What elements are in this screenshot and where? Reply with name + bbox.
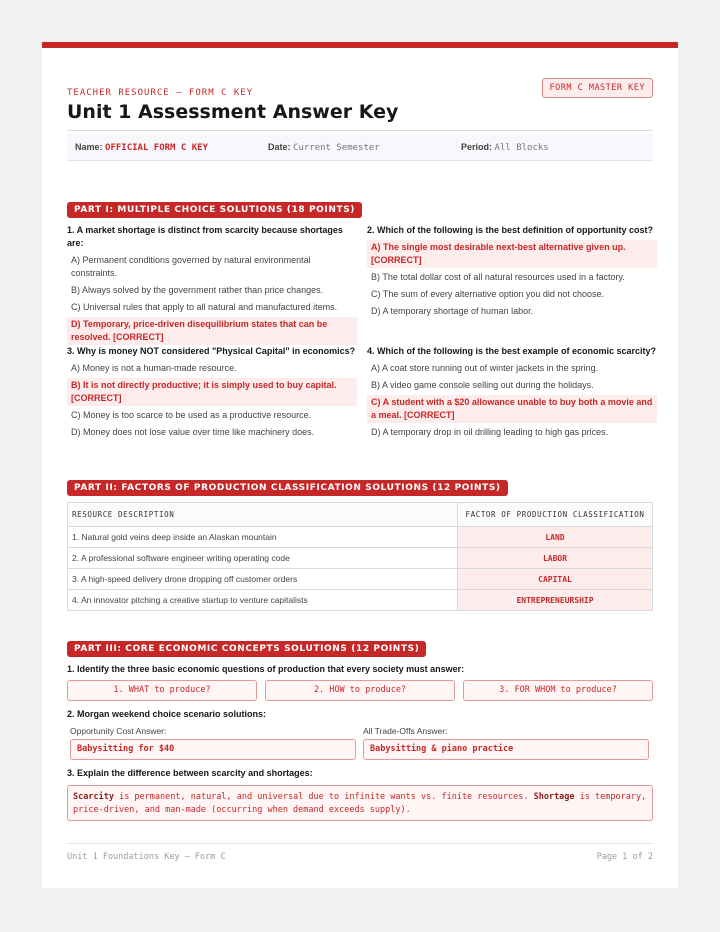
period-cell: [461, 142, 549, 153]
question-4-option-a: A) A coat store running out of winter jackets in the spring.: [371, 363, 599, 373]
table-row: [68, 548, 653, 569]
column-header-classification: FACTOR OF PRODUCTION CLASSIFICATION: [458, 503, 653, 527]
scarcity-term: Scarcity: [73, 792, 114, 802]
footer-divider: [67, 843, 653, 844]
question-1-option-d-correct: D) Temporary, price-driven disequilibrium states that can be resolved. [CORRECT]: [67, 317, 357, 345]
table-row: [68, 527, 653, 548]
part1-heading: PART I: MULTIPLE CHOICE SOLUTIONS (18 POINTS): [67, 202, 362, 218]
date-label: Date:: [268, 142, 291, 152]
question-1: [67, 224, 357, 347]
factors-table: [67, 502, 653, 611]
answer-key-page: [42, 42, 678, 888]
scarcity-explanation-answer: [67, 785, 653, 821]
page-title: Unit 1 Assessment Answer Key: [67, 101, 399, 123]
resource-description: 4. An innovator pitching a creative startup to venture capitalists: [68, 590, 458, 611]
footer-left: Unit 1 Foundations Key — Form C: [67, 852, 226, 862]
date-value: Current Semester: [293, 143, 380, 153]
question-3: [67, 345, 357, 442]
opportunity-cost-answer: Babysitting for $40: [70, 739, 356, 760]
trade-offs-answer: Babysitting & piano practice: [363, 739, 649, 760]
document-kicker: TEACHER RESOURCE — FORM C KEY: [67, 88, 254, 98]
question-3-text: 3. Why is money NOT considered "Physical Capital" in economics?: [67, 346, 356, 356]
trade-offs-label: All Trade-Offs Answer:: [363, 726, 448, 736]
question-1-text: 1. A market shortage is distinct from scarcity because shortages are:: [67, 225, 343, 248]
resource-description: 1. Natural gold veins deep inside an Alaskan mountain: [68, 527, 458, 548]
date-cell: [268, 142, 380, 153]
question-1-option-b: B) Always solved by the government rather than price changes.: [71, 285, 324, 295]
part3-question-2: 2. Morgan weekend choice scenario solutions:: [67, 709, 267, 719]
question-3-option-d: D) Money does not lose value over time like machinery does.: [71, 427, 315, 437]
question-2-option-c: C) The sum of every alternative option you did not choose.: [371, 289, 604, 299]
scarcity-definition: is permanent, natural, and universal due to infinite wants vs. finite resources.: [113, 792, 534, 802]
part3-heading: PART III: CORE ECONOMIC CONCEPTS SOLUTIONS (12 POINTS): [67, 641, 426, 657]
opportunity-cost-label: Opportunity Cost Answer:: [70, 726, 167, 736]
question-2: [367, 224, 657, 321]
part3-question-1: 1. Identify the three basic economic questions of production that every society must answer:: [67, 664, 465, 674]
economic-question-answer-2: 2. HOW to produce?: [265, 680, 455, 701]
period-label: Period:: [461, 142, 493, 152]
column-header-resource: RESOURCE DESCRIPTION: [68, 503, 458, 527]
classification-answer: ENTREPRENEURSHIP: [458, 590, 653, 611]
part2-heading: PART II: FACTORS OF PRODUCTION CLASSIFICATION SOLUTIONS (12 POINTS): [67, 480, 508, 496]
question-2-option-a-correct: A) The single most desirable next-best alternative given up. [CORRECT]: [367, 240, 657, 268]
table-row: [68, 569, 653, 590]
resource-description: 3. A high-speed delivery drone dropping off customer orders: [68, 569, 458, 590]
form-badge: FORM C MASTER KEY: [542, 78, 654, 98]
resource-description: 2. A professional software engineer writing operating code: [68, 548, 458, 569]
economic-question-answer-3: 3. FOR WHOM to produce?: [463, 680, 653, 701]
question-4: [367, 345, 657, 442]
question-4-text: 4. Which of the following is the best example of economic scarcity?: [367, 346, 657, 356]
question-3-option-c: C) Money is too scarce to be used as a productive resource.: [71, 410, 312, 420]
question-4-option-b: B) A video game console selling out during the holidays.: [371, 380, 594, 390]
name-cell: [75, 142, 208, 153]
part3-question-3: 3. Explain the difference between scarcity and shortages:: [67, 768, 313, 778]
question-3-option-a: A) Money is not a human-made resource.: [71, 363, 237, 373]
economic-question-answer-1: 1. WHAT to produce?: [67, 680, 257, 701]
name-label: Name:: [75, 142, 103, 152]
shortage-definition: is temporary, price-driven, and man-made (occurring when demand exceeds supply).: [73, 792, 647, 815]
question-2-option-b: B) The total dollar cost of all natural resources used in a factory.: [371, 272, 625, 282]
shortage-term: Shortage: [533, 792, 575, 802]
classification-answer: LAND: [458, 527, 653, 548]
page-number: Page 1 of 2: [596, 852, 653, 862]
question-1-option-a: A) Permanent conditions governed by natural environmental constraints.: [71, 255, 311, 278]
student-info-bar: [67, 134, 653, 161]
question-1-option-c: C) Universal rules that apply to all natural and manufactured items.: [71, 302, 338, 312]
table-row: [68, 590, 653, 611]
question-4-option-c-correct: C) A student with a $20 allowance unable to buy both a movie and a meal. [CORRECT]: [367, 395, 657, 423]
question-4-option-d: D) A temporary drop in oil drilling leading to high gas prices.: [371, 427, 609, 437]
question-3-option-b-correct: B) It is not directly productive; it is simply used to buy capital. [CORRECT]: [67, 378, 357, 406]
table-header-row: [68, 503, 653, 527]
classification-answer: LABOR: [458, 548, 653, 569]
question-2-option-d: D) A temporary shortage of human labor.: [371, 306, 534, 316]
name-value: OFFICIAL FORM C KEY: [105, 143, 208, 153]
classification-answer: CAPITAL: [458, 569, 653, 590]
question-2-text: 2. Which of the following is the best definition of opportunity cost?: [367, 225, 653, 235]
period-value: All Blocks: [494, 143, 549, 153]
header-divider: [67, 130, 653, 131]
